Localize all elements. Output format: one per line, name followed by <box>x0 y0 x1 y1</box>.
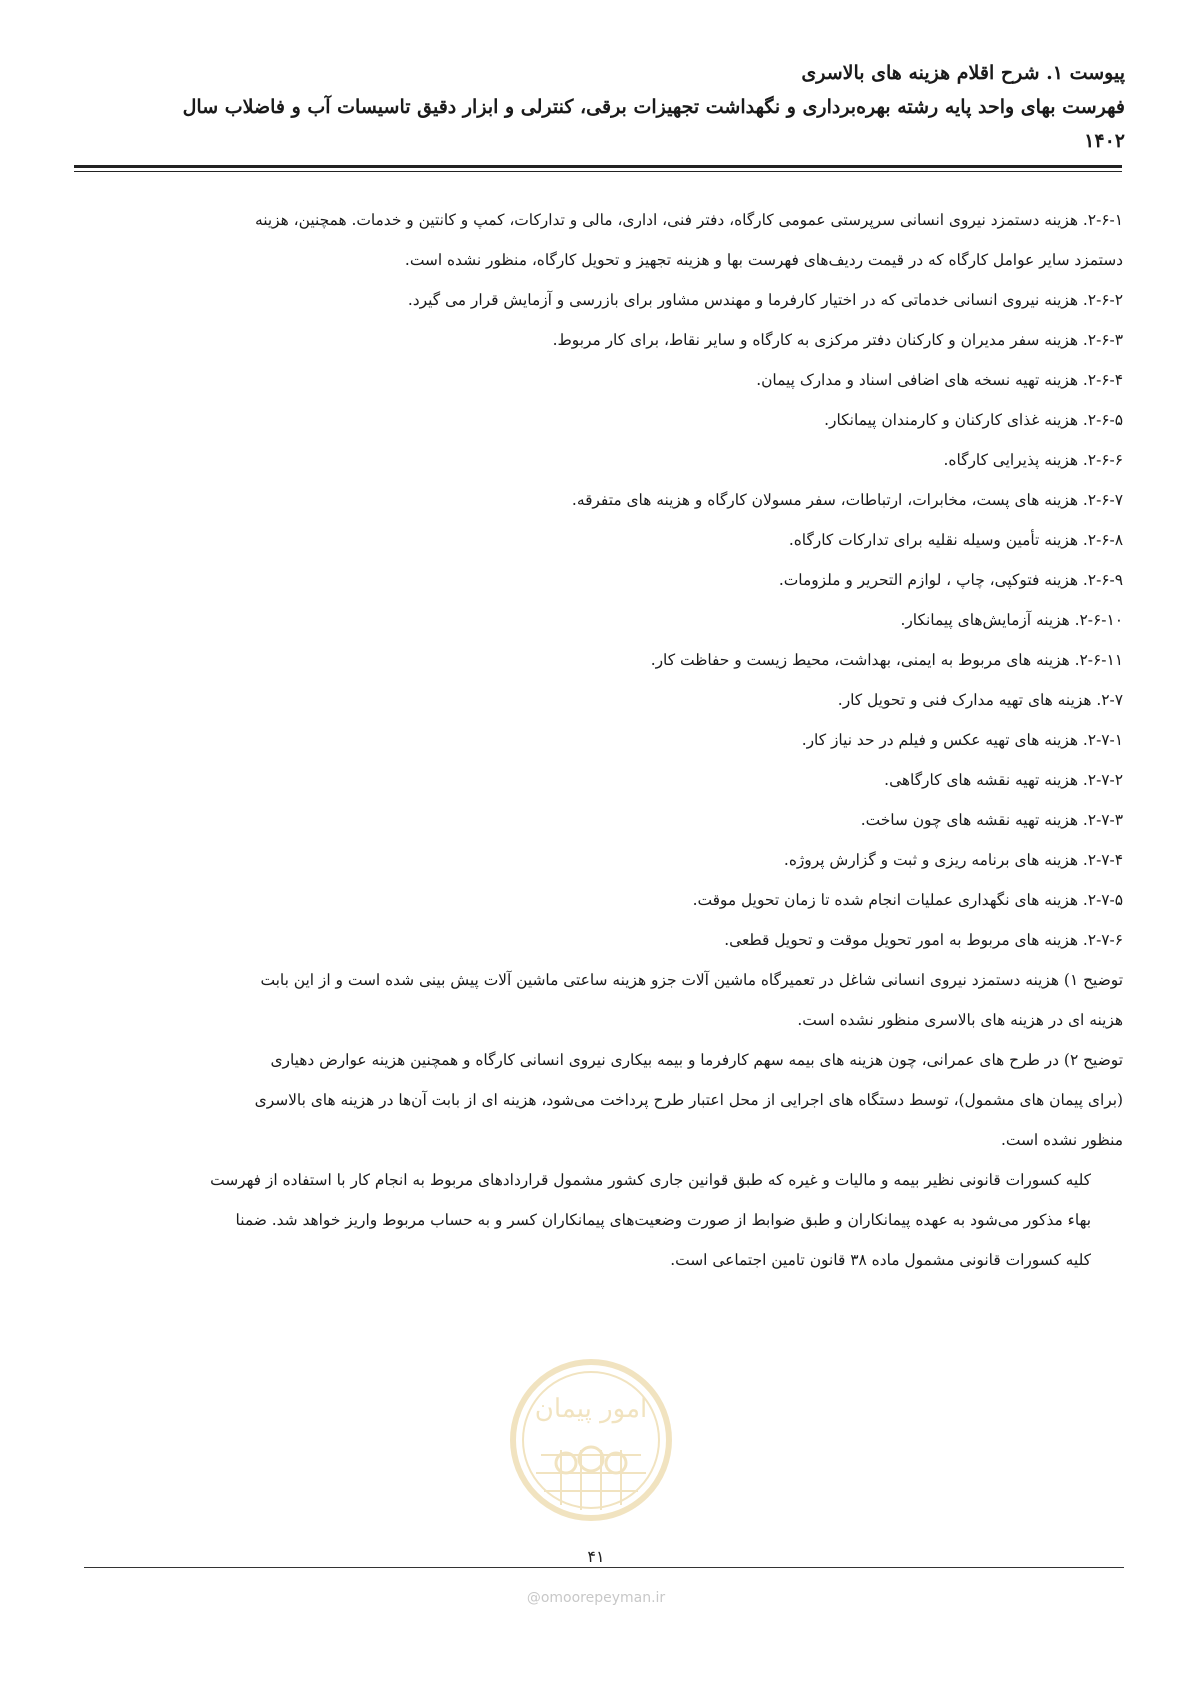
document-body <box>84 200 1123 1280</box>
list-item-2-7-2: ۲-۷-۲. هزینه تهیه نقشه های کارگاهی. <box>884 771 1123 789</box>
closing-line: کلیه کسورات قانونی مشمول ماده ۳۸ قانون تامین اجتماعی است. <box>670 1251 1091 1269</box>
header-rule-thick <box>74 165 1122 168</box>
note-line: منظور نشده است. <box>1000 1131 1123 1149</box>
list-item-2-7-4: ۲-۷-۴. هزینه های برنامه ریزی و ثبت و گزارش پروژه. <box>783 851 1123 869</box>
list-item-2-7-1: ۲-۷-۱. هزینه های تهیه عکس و فیلم در حد نیاز کار. <box>801 731 1123 749</box>
list-item-2-6-10: ۲-۶-۱۰. هزینه آزمایش‌های پیمانکار. <box>900 611 1123 629</box>
footer-rule <box>84 1567 1124 1568</box>
note-line: (برای پیمان های مشمول)، توسط دستگاه های اجرایی از محل اعتبار طرح پرداخت می‌شود، هزینه ای از بابت آن‌ها در هزینه های بالاسری <box>254 1091 1123 1109</box>
list-item-line: دستمزد سایر عوامل کارگاه که در قیمت ردیف‌های فهرست بها و هزینه تجهیز و تحویل کارگاه، منظور نشده است. <box>404 251 1123 269</box>
list-item-2-6-6: ۲-۶-۶. هزینه پذیرایی کارگاه. <box>943 451 1123 469</box>
list-item-2-6-11: ۲-۶-۱۱. هزینه های مربوط به ایمنی، بهداشت، محیط زیست و حفاظت کار. <box>650 651 1123 669</box>
page-header <box>120 56 1125 158</box>
list-item-2-7-5: ۲-۷-۵. هزینه های نگهداری عملیات انجام شده تا زمان تحویل موقت. <box>692 891 1123 909</box>
list-item-2-6-7: ۲-۶-۷. هزینه های پست، مخابرات، ارتباطات، سفر مسولان کارگاه و هزینه های متفرقه. <box>571 491 1123 509</box>
list-item-2-6-8: ۲-۶-۸. هزینه تأمین وسیله نقلیه برای تدارکات کارگاه. <box>788 531 1123 549</box>
header-title: پیوست ۱. شرح اقلام هزینه های بالاسری <box>801 62 1125 84</box>
note-line: توضیح ۲) در طرح های عمرانی، چون هزینه های بیمه سهم کارفرما و بیمه بیکاری نیروی انسانی کارگاه و همچنین هزینه عوارض دهیاری <box>270 1051 1123 1069</box>
watermark-logo <box>506 1355 676 1525</box>
header-subtitle: فهرست بهای واحد پایه رشته بهره‌برداری و نگهداشت تجهیزات برقی، کنترلی و ابزار دقیق تاسیسات آب و فاضلاب سال <box>182 96 1125 118</box>
list-item-2-7: ۲-۷. هزینه های تهیه مدارک فنی و تحویل کار. <box>837 691 1123 709</box>
note-line: هزینه ای در هزینه های بالاسری منظور نشده است. <box>797 1011 1123 1029</box>
note-1 <box>84 960 1123 1040</box>
note-line: توضیح ۱) هزینه دستمزد نیروی انسانی شاغل در تعمیرگاه ماشین آلات جزو هزینه ساعتی ماشین آلات پیش بینی شده است و از این بابت <box>260 971 1123 989</box>
closing-line: کلیه کسورات قانونی نظیر بیمه و مالیات و غیره که طبق قوانین جاری کشور مشمول قراردادهای مربوط به انجام کار با استفاده از فهرست <box>210 1171 1091 1189</box>
note-2 <box>84 1040 1123 1160</box>
list-item-line: ۲-۶-۱. هزینه دستمزد نیروی انسانی سرپرستی عمومی کارگاه، دفتر فنی، اداری، مالی و تدارکات، کمپ و کانتین و خدمات. همچنین، هزینه <box>254 211 1123 229</box>
list-item-2-6-1 <box>84 200 1123 280</box>
list-item-2-7-3: ۲-۷-۳. هزینه تهیه نقشه های چون ساخت. <box>860 811 1123 829</box>
header-rule-thin <box>74 171 1122 172</box>
list-item-2-6-3: ۲-۶-۳. هزینه سفر مدیران و کارکنان دفتر مرکزی به کارگاه و سایر نقاط، برای کار مربوط. <box>552 331 1123 349</box>
page-number: ۴۱ <box>587 1547 605 1566</box>
closing-line: بهاء مذکور می‌شود به عهده پیمانکاران و طبق ضوابط از صورت وضعیت‌های پیمانکاران کسر و به حساب مربوط واریز خواهد شد. ضمنا <box>235 1211 1091 1229</box>
list-item-2-6-4: ۲-۶-۴. هزینه تهیه نسخه های اضافی اسناد و مدارک پیمان. <box>756 371 1123 389</box>
list-item-2-6-9: ۲-۶-۹. هزینه فتوکپی، چاپ ، لوازم التحریر و ملزومات. <box>778 571 1123 589</box>
site-watermark: @omoorepeyman.ir <box>526 1590 666 1606</box>
list-item-2-7-6: ۲-۷-۶. هزینه های مربوط به امور تحویل موقت و تحویل قطعی. <box>724 931 1123 949</box>
list-item-2-6-5: ۲-۶-۵. هزینه غذای کارکنان و کارمندان پیمانکار. <box>824 411 1123 429</box>
watermark-text: امور پیمان <box>534 1394 648 1424</box>
list-item-2-6-2: ۲-۶-۲. هزینه نیروی انسانی خدماتی که در اختیار کارفرما و مهندس مشاور برای بازرسی و آزمایش قرار می گیرد. <box>407 291 1123 309</box>
closing-paragraph <box>84 1160 1123 1280</box>
header-year: ۱۴۰۲ <box>1084 130 1125 152</box>
